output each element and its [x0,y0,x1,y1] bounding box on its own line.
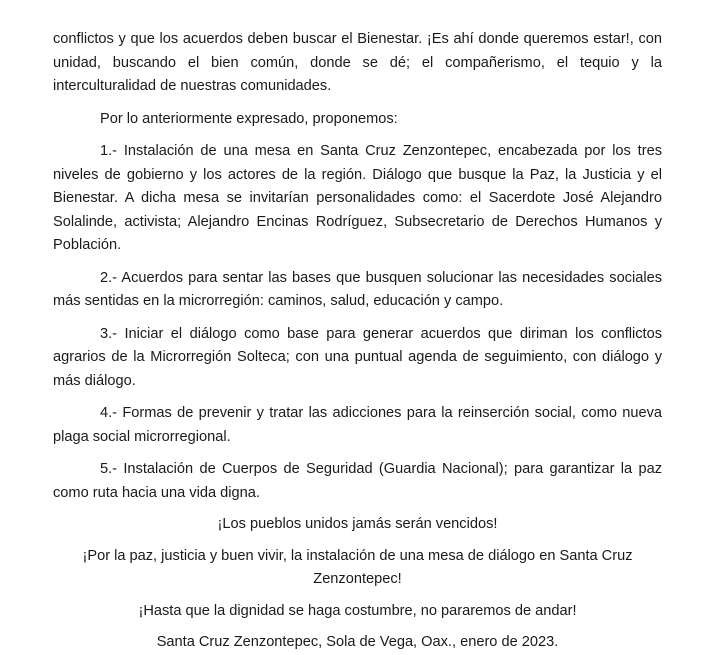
lead-in: Por lo anteriormente expresado, proponemos: [100,110,398,127]
proposal-5: 5.- Instalación de Cuerpos de Seguridad (Guardia Nacional); para garantizar la paz como ruta hacia una vida digna. [53,461,662,501]
intro-paragraph: conflictos y que los acuerdos deben buscar el Bienestar. ¡Es ahí donde queremos estar!, con unidad, buscando el bien común, donde se dé; el compañerismo, el tequio y la interculturalidad de nuestras comunidades. [53,31,662,94]
proposal-3: 3.- Iniciar el diálogo como base para generar acuerdos que diriman los conflictos agrarios de la Microrregión Solteca; con una puntual agenda de seguimiento, con diálogo y más diálogo. [53,325,662,389]
place-date-line: Santa Cruz Zenzontepec, Sola de Vega, Oax., enero de 2023. [156,634,559,650]
proposal-1: 1.- Instalación de una mesa en Santa Cruz Zenzontepec, encabezada por los tres niveles de gobierno y los actores de la región. Diálogo que busque la Paz, la Justicia y el Bienestar. A dicha mesa se invitarían personalidades como: el Sacerdote José Alejandro Solalinde, activista; Alejandro Encinas Rodríguez, Subsecretario de Derechos Humanos y Población. [53,143,662,253]
closing-slogan-1: ¡Los pueblos unidos jamás serán vencidos! [217,516,498,532]
proposal-2: 2.- Acuerdos para sentar las bases que busquen solucionar las necesidades sociales más sentidas en la microrregión: caminos, salud, educación y campo. [53,269,662,309]
closing-slogan-3: ¡Hasta que la dignidad se haga costumbre, no pararemos de andar! [138,602,577,619]
proposal-4: 4.- Formas de prevenir y tratar las adicciones para la reinserción social, como nueva plaga social microrregional. [53,405,662,445]
closing-slogan-2: ¡Por la paz, justicia y buen vivir, la instalación de una mesa de diálogo en Santa Cruz Zenzontepec! [82,547,633,587]
